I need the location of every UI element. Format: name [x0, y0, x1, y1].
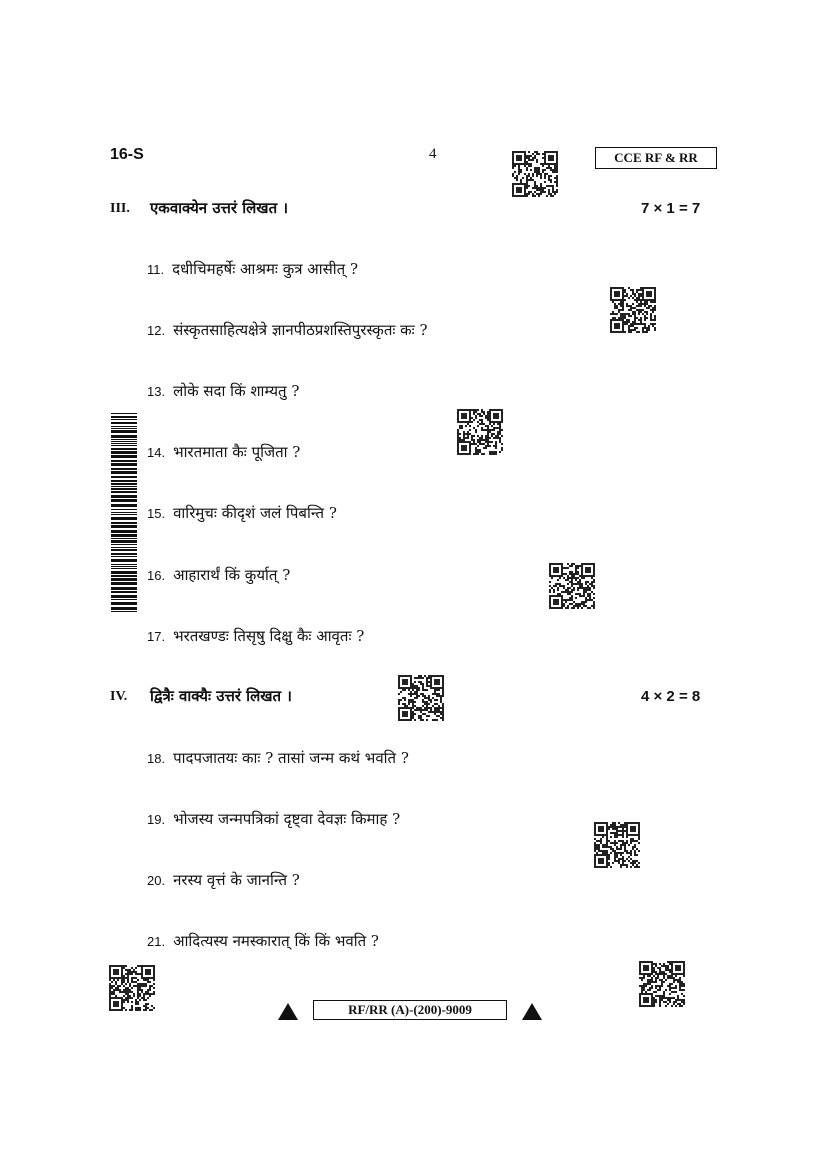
- qr-code-icon: [549, 563, 595, 609]
- question-21: 21. आदित्यस्य नमस्कारात् किं किं भवति ?: [147, 932, 379, 950]
- qr-code-icon: [639, 961, 685, 1007]
- qr-code-icon: [109, 965, 155, 1011]
- question-14: 14. भारतमाता कैः पूजिता ?: [147, 443, 301, 461]
- question-17: 17. भरतखण्डः तिसृषु दिक्षु कैः आवृतः ?: [147, 627, 365, 645]
- question-11: 11. दधीचिमहर्षेः आश्रमः कुत्र आसीत् ?: [147, 260, 358, 278]
- qr-code-icon: [610, 287, 656, 333]
- triangle-marker-icon: [522, 1003, 542, 1020]
- section-4-title: द्वित्रैः वाक्यैः उत्तरं लिखत ।: [150, 687, 292, 705]
- barcode-icon: [111, 413, 137, 613]
- section-4-number: IV.: [110, 689, 128, 704]
- qr-code-icon: [512, 151, 558, 197]
- exam-tag-box: CCE RF & RR: [595, 147, 717, 169]
- question-15: 15. वारिमुचः कीदृशं जलं पिबन्ति ?: [147, 504, 337, 522]
- qr-code-icon: [457, 409, 503, 455]
- page-number: 4: [429, 146, 437, 162]
- question-16: 16. आहारार्थं किं कुर्यात् ?: [147, 566, 291, 584]
- qr-code-icon: [594, 822, 640, 868]
- footer-code-box: RF/RR (A)-(200)-9009: [313, 1000, 507, 1020]
- qr-code-icon: [398, 675, 444, 721]
- section-3-number: III.: [110, 201, 130, 216]
- paper-code: 16-S: [110, 146, 144, 163]
- section-4-marks: 4 × 2 = 8: [641, 688, 701, 705]
- question-13: 13. लोके सदा किं शाम्यतु ?: [147, 382, 300, 400]
- triangle-marker-icon: [278, 1003, 298, 1020]
- section-3-title: एकवाक्येन उत्तरं लिखत ।: [150, 199, 289, 217]
- section-3-marks: 7 × 1 = 7: [641, 200, 701, 217]
- question-18: 18. पादपजातयः काः ? तासां जन्म कथं भवति ?: [147, 749, 409, 767]
- question-19: 19. भोजस्य जन्मपत्रिकां दृष्ट्वा देवज्ञः किमाह ?: [147, 810, 401, 828]
- question-20: 20. नरस्य वृत्तं के जानन्ति ?: [147, 871, 300, 889]
- question-12: 12. संस्कृतसाहित्यक्षेत्रे ज्ञानपीठप्रशस्तिपुरस्कृतः कः ?: [147, 321, 428, 339]
